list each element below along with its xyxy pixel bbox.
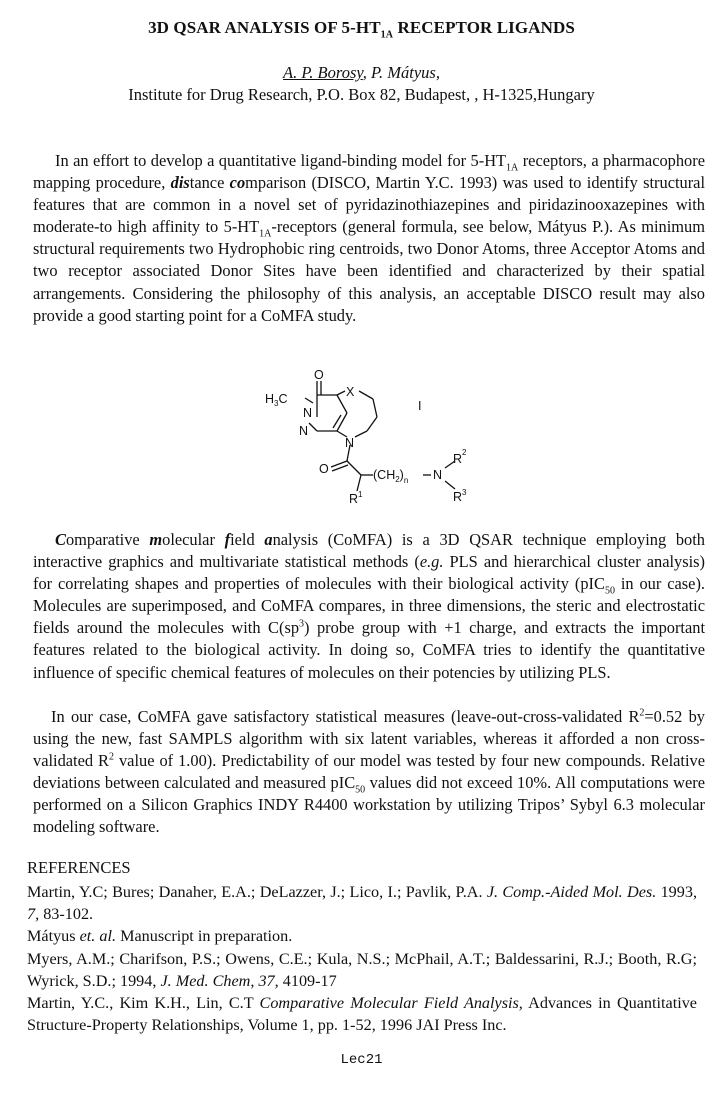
reference-item: Martin, Y.C; Bures; Danaher, E.A.; DeLazzer, J.; Lico, I.; Pavlik, P.A. J. Comp.-Aided Mol. Des. 1993, 7, 83-102. xyxy=(27,883,697,924)
co-author: , P. Mátyus, xyxy=(362,63,440,82)
oxo-o-label: O xyxy=(314,368,324,382)
references-heading: REFERENCES xyxy=(27,858,131,877)
general-formula-structure xyxy=(255,365,485,515)
r1-label: $R^1$ xyxy=(349,490,363,506)
page-footer-code: Lec21 xyxy=(340,1052,383,1068)
paragraph-comfa: Comparative molecular field analysis (CoMFA) is a 3D QSAR technique employing both interactive graphics and multivariate statistical methods (e.g. PLS and hierarchical cluster analysis) for correlating shapes and properties of molecules with their biological activity (pIC$_{50}$ in our case). Molecules are superimposed, and CoMFA compares, in three dimensions, the steric and electrostatic fields around the molecules with $C(sp^3)$ probe group with +1 charge, and extracts the important features related to the biological activity. In doing so, CoMFA tries to identify the quantitative influence of specific chemical features of molecules on their potencies by utilizing PLS. xyxy=(33,530,706,682)
paragraph-results: In our case, CoMFA gave satisfactory statistical measures (leave-out-cross-validated $R^2=0.52$ by using the new, fast SAMPLS algorithm with six latent variables, whereas it afforded a non cross-validated $R^2$ value of 1.00). Predictability of our model was tested by four new compounds. Relative deviations between calculated and measured pIC$_{50}$ values did not exceed 10%. All computations were performed on a Silicon Graphics INDY R4400 workstation by utilizing Tripos’ Sybyl 6.3 molecular modeling software. xyxy=(33,707,706,837)
ring-n1-label: N xyxy=(303,406,313,420)
ring-n3-label: N xyxy=(345,436,355,450)
formula-numeral: I xyxy=(418,399,422,413)
methyl-label: $H_3C$ xyxy=(265,392,288,408)
affiliation: Institute for Drug Research, P.O. Box 82, Budapest, , H-1325,Hungary xyxy=(128,85,595,104)
reference-item: Mátyus et. al. Manuscript in preparation. xyxy=(27,927,293,946)
x-heteroatom-label: X xyxy=(346,385,355,399)
r2-label: $R^2$ xyxy=(453,448,467,466)
reference-item: Myers, A.M.; Charifson, P.S.; Owens, C.E.; Kula, N.S.; McPhail, A.T.; Baldessarini, R.J.; Booth, R.G; Wyrick, S.D.; 1994, J. Med. Chem, 37, 4109-17 xyxy=(27,949,697,990)
amine-n-label: N xyxy=(433,468,443,482)
paper-title: 3D QSAR ANALYSIS OF $5-HT_{1A}$ RECEPTOR LIGANDS xyxy=(148,18,575,41)
references-list xyxy=(27,881,697,1036)
reference-item: Martin, Y.C., Kim K.H., Lin, C.T Comparative Molecular Field Analysis, Advances in Quantitative Structure-Property Relationships, Volume 1, pp. 1-52, 1996 JAI Press Inc. xyxy=(27,994,697,1035)
alkyl-chain-label: $(CH_2)_n$ xyxy=(373,468,409,485)
r3-label: $R^3$ xyxy=(453,488,467,504)
ring-n2-label: N xyxy=(299,424,309,438)
paragraph-intro: In an effort to develop a quantitative ligand-binding model for $5-HT_{1A}$ receptors, a pharmacophore mapping procedure, distance comparison (DISCO, Martin Y.C. 1993) was used to identify structural features that are common in a novel set of pyridazinothiazepines and piridazinooxazepines with moderate-to high affinity to $5-HT_{1A}$-receptors (general formula, see below, Mátyus P.). As minimum structural requirements two Hydrophobic ring centroids, two Donor Atoms, three Acceptor Atoms and two receptor associated Donor Sites have been identified and characterized by their spatial arrangements. Considering the philosophy of this analysis, an acceptable DISCO result may also provide a good starting point for a CoMFA study. xyxy=(33,151,706,325)
carbonyl-o-label: O xyxy=(319,462,329,476)
presenting-author: A. P. Borosy xyxy=(283,63,363,82)
author-line xyxy=(0,63,723,83)
